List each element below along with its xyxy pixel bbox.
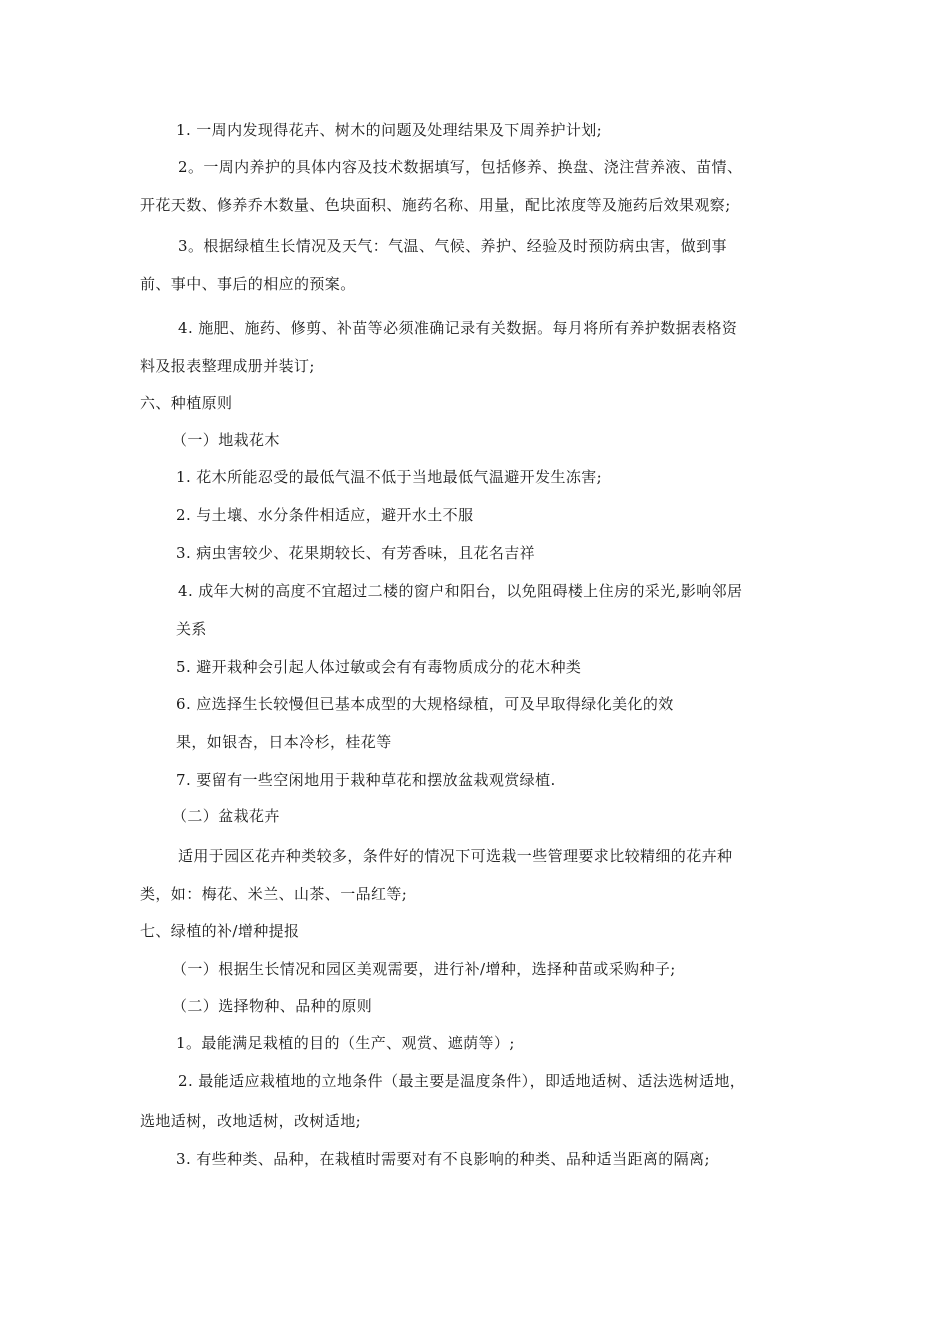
text-line: 3. 有些种类、品种，在栽植时需要对有不良影响的种类、品种适当距离的隔离;	[176, 1150, 710, 1168]
subsection-heading: （一）地栽花木	[172, 431, 280, 449]
text-line: 1. 花木所能忍受的最低气温不低于当地最低气温避开发生冻害;	[176, 468, 603, 486]
text-line: 2。一周内养护的具体内容及技术数据填写，包括修养、换盘、浇注营养液、苗情、	[178, 158, 743, 176]
text-line: 7. 要留有一些空闲地用于栽种草花和摆放盆栽观赏绿植.	[176, 771, 556, 789]
text-line: 4. 施肥、施药、修剪、补苗等必须准确记录有关数据。每月将所有养护数据表格资	[178, 319, 738, 337]
text-line: 2. 最能适应栽植地的立地条件（最主要是温度条件），即适地适树、适法选树适地，	[178, 1072, 746, 1090]
text-line: 选地适树，改地适树，改树适地;	[140, 1112, 362, 1130]
text-line: 1。最能满足栽植的目的（生产、观赏、遮荫等）;	[176, 1034, 515, 1052]
text-line: 3. 病虫害较少、花果期较长、有芳香味，且花名吉祥	[176, 544, 536, 562]
text-line: 4. 成年大树的高度不宜超过二楼的窗户和阳台，以免阻碍楼上住房的采光,影响邻居	[178, 582, 743, 600]
text-line: 6. 应选择生长较慢但已基本成型的大规格绿植，可及早取得绿化美化的效	[176, 695, 674, 713]
text-line: （一）根据生长情况和园区美观需要，进行补/增种，选择种苗或采购种子;	[172, 960, 676, 978]
text-line: 前、事中、事后的相应的预案。	[140, 275, 356, 293]
text-line: 2. 与土壤、水分条件相适应，避开水土不服	[176, 506, 474, 524]
section-heading: 六、种植原则	[140, 394, 233, 412]
text-line: 开花天数、修养乔木数量、色块面积、施药名称、用量，配比浓度等及施药后效果观察;	[140, 196, 731, 214]
text-line: 5. 避开栽种会引起人体过敏或会有有毒物质成分的花木种类	[176, 658, 582, 676]
text-line: 1. 一周内发现得花卉、树木的问题及处理结果及下周养护计划;	[176, 121, 603, 139]
subsection-heading: （二）盆栽花卉	[172, 807, 280, 825]
text-line: 3。根据绿植生长情况及天气：气温、气候、养护、经验及时预防病虫害，做到事	[178, 237, 727, 255]
text-line: 类，如：梅花、米兰、山茶、一品红等;	[140, 885, 408, 903]
text-line: 关系	[176, 620, 207, 638]
text-line: 料及报表整理成册并装订;	[140, 357, 315, 375]
text-line: 适用于园区花卉种类较多，条件好的情况下可选栽一些管理要求比较精细的花卉种	[178, 847, 733, 865]
subsection-heading: （二）选择物种、品种的原则	[172, 997, 373, 1015]
text-line: 果，如银杏，日本冷杉，桂花等	[176, 733, 392, 751]
section-heading: 七、绿植的补/增种提报	[140, 922, 300, 940]
